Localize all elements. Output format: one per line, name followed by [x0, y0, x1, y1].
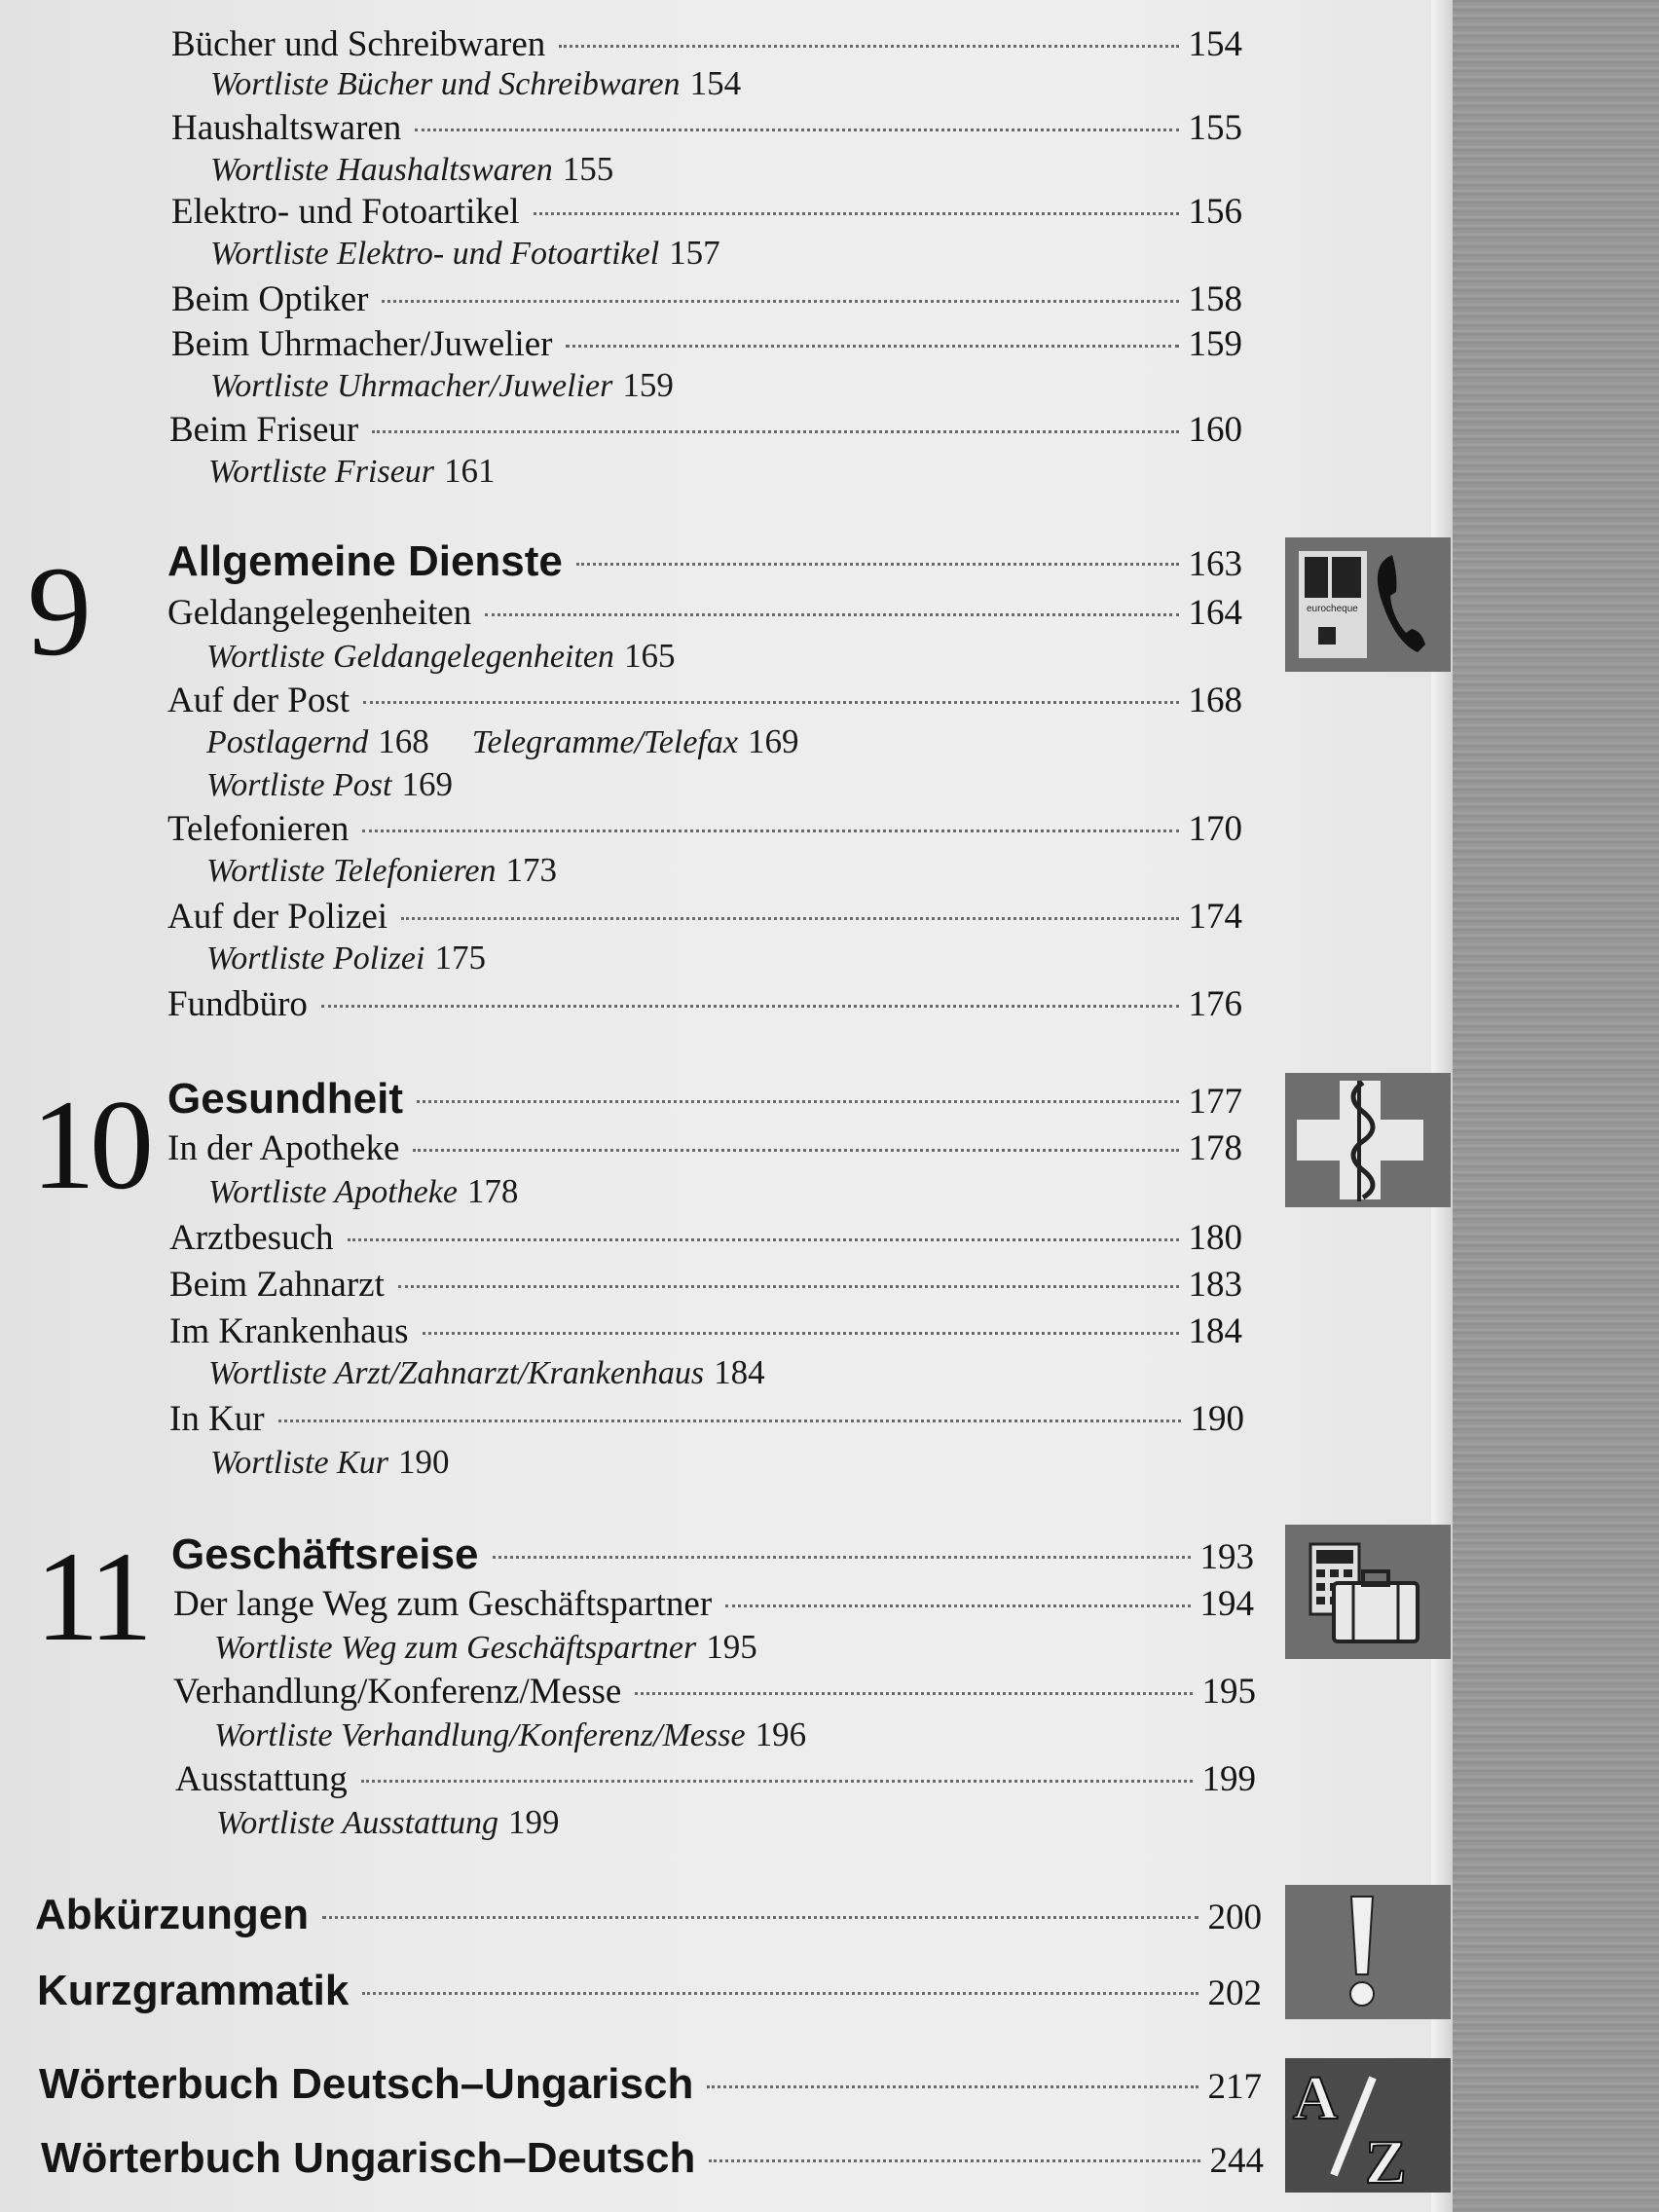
entry-title: In Kur [169, 1399, 265, 1439]
entry-page: 170 [1188, 809, 1242, 849]
subentry-title: Wortliste Apotheke [208, 1174, 458, 1210]
subentry-page: 195 [706, 1628, 757, 1666]
subentry-title: Wortliste Arzt/Zahnarzt/Krankenhaus [208, 1355, 705, 1391]
toc-entry[interactable] [169, 409, 1242, 452]
backmatter-title: Abkürzungen [35, 1891, 310, 1938]
chapter-number: 9 [27, 539, 86, 682]
eurocheque-phone-icon [1285, 537, 1451, 672]
toc-subentry[interactable] [208, 1172, 518, 1211]
subentry-title: Wortliste Elektro- und Fotoartikel [210, 236, 660, 272]
subentry-page: 196 [755, 1715, 807, 1753]
subentry-page: 173 [505, 851, 557, 889]
toc-entry[interactable] [167, 896, 1242, 939]
leader-dots [725, 1604, 1190, 1607]
chapter-heading[interactable] [167, 537, 1242, 586]
entry-page: 176 [1188, 984, 1242, 1024]
subentry-page: 154 [689, 64, 742, 102]
backmatter-heading[interactable] [39, 2060, 1262, 2109]
backmatter-page: 217 [1207, 2067, 1262, 2107]
entry-title: Der lange Weg zum Geschäftspartner [173, 1584, 713, 1624]
subentry-title: Wortliste Friseur [208, 454, 435, 490]
toc-subentry[interactable] [214, 1628, 757, 1667]
toc-subentry[interactable] [206, 851, 557, 890]
entry-title: Fundbüro [167, 984, 308, 1024]
subentry-title: Wortliste Kur [210, 1445, 388, 1481]
subentry-page: 175 [434, 939, 486, 977]
backmatter-page: 202 [1207, 1973, 1262, 2013]
toc-entry[interactable] [169, 1264, 1242, 1307]
entry-title: Elektro- und Fotoartikel [171, 192, 520, 232]
leader-dots [348, 1238, 1179, 1241]
subentry-title: Telegramme/Telefax [471, 724, 738, 760]
entry-title: Beim Friseur [169, 410, 359, 450]
chapter-page: 177 [1188, 1082, 1242, 1122]
toc-entry[interactable] [171, 278, 1242, 321]
chapter-title: Gesundheit [167, 1075, 404, 1123]
toc-subentry[interactable] [206, 939, 486, 977]
chapter-title: Allgemeine Dienste [167, 537, 563, 585]
leader-dots [361, 1780, 1193, 1783]
entry-page: 190 [1190, 1399, 1244, 1439]
entry-page: 183 [1188, 1265, 1242, 1305]
subentry-title: Wortliste Telefonieren [206, 853, 497, 889]
toc-subentry[interactable] [210, 366, 674, 405]
leader-dots [485, 613, 1178, 616]
entry-page: 180 [1188, 1218, 1242, 1258]
toc-subentry[interactable] [210, 1443, 449, 1482]
chapter-page: 193 [1199, 1537, 1254, 1577]
leader-dots [321, 1005, 1179, 1008]
subentry-page: 157 [669, 234, 720, 272]
svg-text:Z: Z [1365, 2127, 1407, 2193]
leader-dots [559, 45, 1178, 48]
toc-entry[interactable] [173, 1671, 1256, 1714]
leader-dots [707, 2085, 1198, 2088]
entry-page: 174 [1188, 897, 1242, 937]
leader-dots [382, 300, 1178, 303]
subentry-page: 169 [747, 722, 799, 760]
chapter-number: 11 [35, 1525, 148, 1668]
entry-page: 168 [1188, 681, 1242, 720]
entry-page: 164 [1188, 593, 1242, 633]
entry-page: 184 [1188, 1311, 1242, 1351]
medical-cross-icon [1285, 1073, 1451, 1207]
abbreviations-tab[interactable] [1285, 1885, 1451, 2019]
entry-page: 159 [1188, 324, 1242, 364]
entry-page: 154 [1188, 24, 1242, 64]
subentry-title: Wortliste Polizei [206, 940, 425, 977]
subentry-title: Wortliste Haushaltswaren [210, 152, 553, 188]
entry-page: 160 [1188, 410, 1242, 450]
entry-title: Ausstattung [175, 1759, 348, 1799]
chapter-heading[interactable] [167, 1075, 1242, 1124]
chapter-tab-11[interactable] [1285, 1525, 1451, 1659]
entry-page: 178 [1188, 1128, 1242, 1168]
subentry-page: 190 [397, 1443, 450, 1481]
dictionary-tab[interactable] [1285, 2058, 1451, 2193]
leader-dots [417, 1100, 1178, 1103]
chapter-number: 10 [31, 1073, 148, 1216]
backmatter-heading[interactable] [37, 1967, 1262, 2015]
entry-title: Bücher und Schreibwaren [171, 24, 546, 64]
entry-page: 155 [1188, 108, 1242, 148]
subentry-page: 199 [508, 1803, 560, 1841]
subentry-page: 184 [714, 1353, 765, 1391]
subentry-page: 161 [444, 452, 496, 490]
a-z-icon [1285, 2058, 1451, 2193]
entry-page: 158 [1188, 279, 1242, 319]
subentry-page: 159 [622, 366, 674, 404]
leader-dots [413, 1149, 1178, 1152]
entry-title: Im Krankenhaus [169, 1311, 409, 1351]
entry-title: Beim Uhrmacher/Juwelier [171, 324, 553, 364]
leader-dots [635, 1692, 1192, 1695]
toc-entry[interactable] [167, 1127, 1242, 1170]
leader-dots [415, 129, 1178, 131]
leader-dots [322, 1916, 1198, 1919]
toc-subentry[interactable] [210, 150, 613, 189]
toc-subentry-pair[interactable] [206, 722, 798, 761]
backmatter-heading[interactable] [35, 1891, 1262, 1939]
leader-dots [401, 917, 1178, 920]
entry-title: In der Apotheke [167, 1128, 400, 1168]
subentry-title: Wortliste Geldangelegenheiten [206, 639, 614, 675]
entry-title: Auf der Post [167, 681, 350, 720]
subentry-page: 178 [466, 1172, 519, 1210]
entry-title: Geldangelegenheiten [167, 593, 472, 633]
entry-title: Verhandlung/Konferenz/Messe [173, 1672, 622, 1712]
toc-entry[interactable] [171, 23, 1242, 66]
subentry-title: Wortliste Uhrmacher/Juwelier [210, 368, 613, 404]
leader-dots [566, 345, 1178, 348]
leader-dots [278, 1419, 1181, 1422]
leader-dots [493, 1556, 1191, 1559]
leader-dots [576, 563, 1179, 566]
toc-subentry[interactable] [210, 234, 720, 273]
toc-subentry[interactable] [208, 452, 496, 491]
entry-title: Beim Optiker [171, 279, 369, 319]
entry-title: Arztbesuch [169, 1218, 334, 1258]
chapter-heading[interactable] [171, 1530, 1254, 1579]
subentry-title: Wortliste Post [206, 767, 392, 803]
toc-entry[interactable] [171, 323, 1242, 366]
leader-dots [423, 1332, 1179, 1335]
backmatter-page: 244 [1209, 2141, 1264, 2181]
subentry-page: 169 [401, 765, 453, 803]
backmatter-heading[interactable] [41, 2134, 1264, 2183]
backmatter-title: Kurzgrammatik [37, 1967, 350, 2014]
toc-subentry[interactable] [206, 637, 675, 676]
entry-title: Haushaltswaren [171, 108, 402, 148]
tab-card-label: eurocheque [1307, 604, 1358, 614]
toc-entry[interactable] [169, 1217, 1242, 1260]
toc-entry[interactable] [167, 680, 1242, 722]
backmatter-page: 200 [1207, 1898, 1262, 1937]
entry-title: Telefonieren [167, 809, 350, 849]
toc-entry[interactable] [169, 1398, 1244, 1441]
entry-page: 156 [1188, 192, 1242, 232]
leader-dots [709, 2159, 1199, 2162]
toc-subentry[interactable] [206, 765, 453, 804]
toc-entry[interactable] [175, 1758, 1256, 1801]
leader-dots [362, 1992, 1198, 1995]
subentry-page: 155 [562, 150, 614, 188]
backmatter-title: Wörterbuch Deutsch–Ungarisch [39, 2060, 694, 2108]
subentry-title: Wortliste Weg zum Geschäftspartner [214, 1630, 697, 1666]
leader-dots [362, 830, 1178, 832]
subentry-title: Wortliste Ausstattung [216, 1805, 498, 1841]
toc-subentry[interactable] [216, 1803, 560, 1842]
toc-subentry[interactable] [210, 64, 741, 103]
chapter-page: 163 [1188, 544, 1242, 584]
toc-subentry[interactable] [214, 1715, 806, 1754]
briefcase-calculator-icon [1285, 1525, 1451, 1659]
backmatter-title: Wörterbuch Ungarisch–Deutsch [41, 2134, 696, 2182]
subentry-title: Postlagernd [206, 724, 369, 760]
subentry-page: 168 [378, 722, 429, 760]
toc-subentry[interactable] [208, 1353, 765, 1392]
toc-entry[interactable] [169, 1310, 1242, 1353]
toc-entry[interactable] [171, 191, 1242, 234]
exclamation-icon [1285, 1885, 1451, 2019]
entry-title: Beim Zahnarzt [169, 1265, 385, 1305]
entry-title: Auf der Polizei [167, 897, 388, 937]
subentry-title: Wortliste Verhandlung/Konferenz/Messe [214, 1717, 746, 1753]
toc-entry[interactable] [167, 808, 1242, 851]
leader-dots [534, 212, 1179, 215]
leader-dots [363, 701, 1178, 704]
entry-page: 199 [1201, 1759, 1256, 1799]
svg-text:A: A [1293, 2063, 1339, 2132]
toc-entry[interactable] [173, 1583, 1254, 1626]
toc-entry[interactable] [171, 107, 1242, 150]
subentry-page: 165 [623, 637, 676, 675]
chapter-tab-10[interactable] [1285, 1073, 1451, 1207]
leader-dots [398, 1285, 1179, 1288]
entry-page: 194 [1199, 1584, 1254, 1624]
chapter-title: Geschäftsreise [171, 1530, 479, 1578]
chapter-tab-9[interactable] [1285, 537, 1451, 672]
toc-entry[interactable] [167, 983, 1242, 1026]
toc-entry[interactable] [167, 592, 1242, 635]
entry-page: 195 [1201, 1672, 1256, 1712]
leader-dots [372, 430, 1178, 433]
subentry-title: Wortliste Bücher und Schreibwaren [210, 66, 681, 102]
page-background-texture [1435, 0, 1659, 2212]
